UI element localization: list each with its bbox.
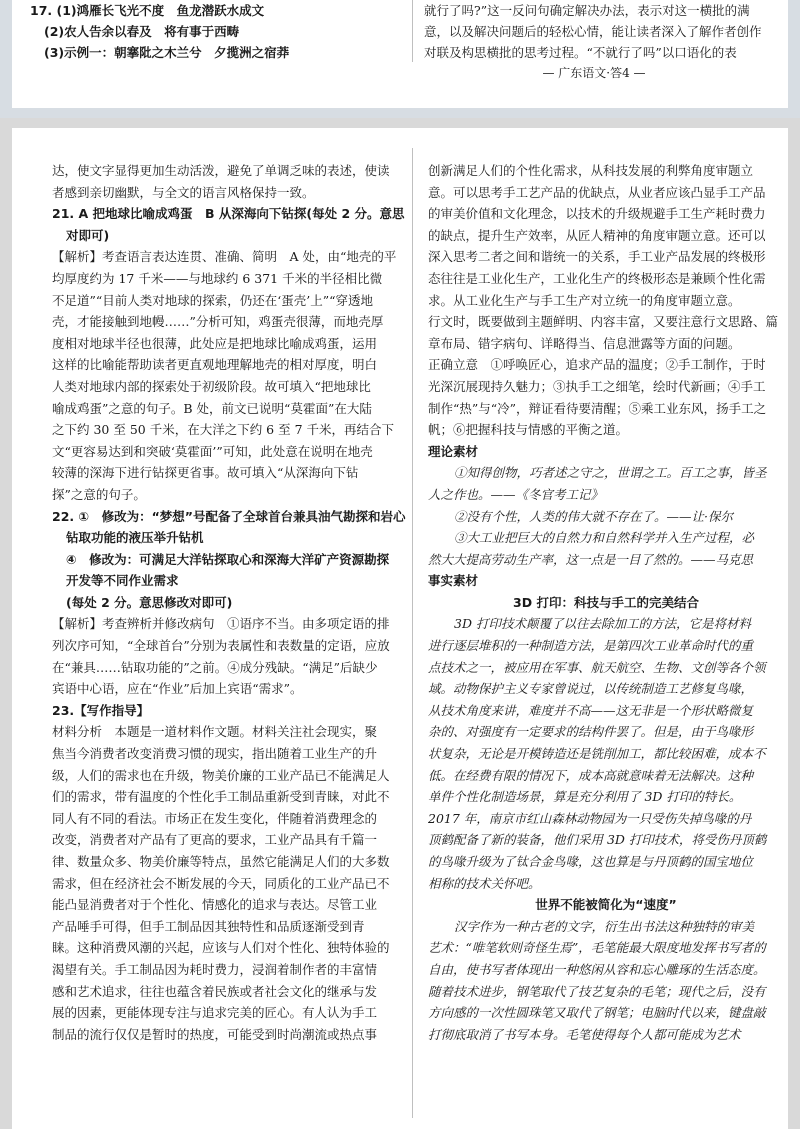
text-line: 就行了吗?”这一反问句确定解决办法，表示对这一横批的满 xyxy=(424,3,750,18)
page-footer: — 广东语文·答4 — xyxy=(542,66,646,80)
text-line: 艺术：“唯笔软则奇怪生焉”，毛笔能最大限度地发挥书写者的 xyxy=(428,940,766,956)
text-line: 均厚度约为 17 千米——与地球约 6 371 千米的半径相比微 xyxy=(52,270,383,286)
text-line: 低。在经费有限的情况下，成本高就意味着无法解决。这种 xyxy=(428,767,754,783)
text-line: 改变，消费者对产品有了更高的要求，工业产品具有千篇一 xyxy=(52,832,378,848)
text-line: 23.【写作指导】 xyxy=(52,702,150,718)
previous-page-fragment xyxy=(12,0,788,108)
text-line: 在“兼具……钻取功能的”之前。④成分残缺。“满足”后缺少 xyxy=(52,659,378,675)
text-line: 之下约 30 至 50 千米，在大洋之下约 6 至 7 千米，再结合下 xyxy=(52,422,395,438)
text-line: 方向感的一次性圆珠笔又取代了钢笔；电脑时代以来，键盘敲 xyxy=(428,1005,766,1021)
text-line: 17. (1)鸿雁长飞光不度 鱼龙潜跃水成文 xyxy=(30,3,265,18)
text-line: 这样的比喻能帮助读者更直观地理解地壳的相对厚度，明白 xyxy=(52,357,378,373)
text-line: 人之作也。——《冬官考工记》 xyxy=(428,486,604,502)
text-line: 从技术角度来讲，难度并不高——这无非是一个形状略微复 xyxy=(428,702,754,718)
text-line: 深入思考二者之间和谐统一的关系，手工业产品发展的终极形 xyxy=(428,249,766,265)
column-divider xyxy=(412,148,413,1118)
text-line: 顶鹤配备了新的装备，他们采用 3D 打印技术，将受伤丹顶鹤 xyxy=(428,832,767,848)
text-line: 世界不能被简化为“速度” xyxy=(535,897,677,913)
text-line: 不足道”“目前人类对地球的探索，仍还在‘蛋壳’上”“穿透地 xyxy=(52,292,374,308)
text-line: ②没有个性，人类的伟大就不存在了。——让·保尔 xyxy=(454,508,733,524)
text-line: 焦当今消费者改变消费习惯的现实，指出随着工业生产的升 xyxy=(52,746,378,762)
text-line: 然大大提高劳动生产率，这一点是一目了然的。——马克思 xyxy=(428,551,754,567)
text-line: 探”之意的句子。 xyxy=(52,486,146,502)
text-line: 壳，才能接触到地幔……”分析可知，鸡蛋壳很薄，而地壳厚 xyxy=(52,314,384,330)
text-line: 3D 打印：科技与手工的完美结合 xyxy=(513,594,699,610)
text-line: 点技术之一，被应用在军事、航天航空、生物、文创等各个领 xyxy=(428,659,766,675)
text-line: 域。动物保护主义专家曾说过，以传统制造工艺修复鸟喙， xyxy=(428,681,754,697)
text-line: 的审美价值和文化理念，以技术的升级规避手工生产耗时费力 xyxy=(428,206,766,222)
text-line: 2017 年，南京市红山森林动物园为一只受伤失掉鸟喙的丹 xyxy=(428,810,752,826)
text-line: 行文时，既要做到主题鲜明、内容丰富，又要注意行文思路、篇 xyxy=(428,314,779,330)
right-column xyxy=(428,160,784,1045)
text-line: 达，使文字显得更加生动活泼，避免了单调乏味的表述，使读 xyxy=(52,163,390,178)
text-line: 【解析】考查语言表达连贯、准确、简明 A 处，由“地壳的平 xyxy=(52,249,397,265)
text-line: 级，人们的需求也在升级，物美价廉的工业产品已不能满足人 xyxy=(52,767,390,783)
text-line: 自由，使书写者体现出一种悠闲从容和忘心雕琢的生活态度。 xyxy=(428,961,766,977)
text-line: ④ 修改为：可满足大洋钻探取心和深海大洋矿产资源勘探 xyxy=(66,551,390,567)
left-column xyxy=(52,160,407,1045)
text-line: 感和艺术追求，往往也蕴含着民族或者社会文化的继承与发 xyxy=(52,983,378,999)
text-line: 制品的流行仅仅是暂时的热度，可能受到时尚潮流或热点事 xyxy=(52,1026,378,1042)
text-line: 相称的技术关怀吧。 xyxy=(428,875,541,891)
text-line: 同人有不同的看法。市场正在发生变化，伴随着消费理念的 xyxy=(52,810,378,826)
text-line: (3)示例一：朝搴阰之木兰兮 夕揽洲之宿莽 xyxy=(44,45,290,60)
text-line: 宾语中心语，应在“作业”后加上宾语“需求”。 xyxy=(52,681,303,697)
text-line: ③大工业把巨大的自然力和自然科学并入生产过程，必 xyxy=(454,530,755,546)
text-line: 事实素材 xyxy=(428,573,479,589)
text-line: 能凸显消费者对于个性化、情感化的追求与表达。尽管工业 xyxy=(52,897,378,913)
text-line: 汉字作为一种古老的文字，衍生出书法这种独特的审美 xyxy=(454,918,755,934)
text-line: 态往往是工业化生产，工业化生产的终极形态是兼顾个性化需 xyxy=(428,270,766,286)
text-line: 帆；⑥把握科技与情感的平衡之道。 xyxy=(428,422,629,438)
text-line: 律、数量众多、物美价廉等特点，虽然它能满足人们的大多数 xyxy=(52,854,390,869)
text-line: 产品唾手可得，但手工制品因其独特性和品质逐渐受到青 xyxy=(52,918,365,934)
text-line: 文“更容易达到和突破‘莫霍面’”可知，此处意在说明在地壳 xyxy=(52,443,373,459)
text-line: 列次序可知，“全球首台”分别为表属性和表数量的定语，应放 xyxy=(52,638,390,654)
text-line: 光深沉展现持久魅力；③执手工之细笔，绘时代新画；④手工 xyxy=(428,378,766,394)
text-line: 者感到亲切幽默，与全文的语言风格保持一致。 xyxy=(52,184,315,200)
top-right-column xyxy=(424,0,784,63)
text-line: 睐。这种消费风潮的兴起，应该与人们对个性化、独特体验的 xyxy=(52,940,390,956)
text-line: 创新满足人们的个性化需求，从科技发展的利弊角度审题立 xyxy=(428,163,754,178)
text-line: 单件个性化制造场景，算是充分利用了 3D 打印的特长。 xyxy=(428,789,742,805)
text-line: 渴望有关。手工制品因为耗时费力，浸润着制作者的丰富情 xyxy=(52,961,378,977)
main-page xyxy=(12,128,788,1129)
text-line: 理论素材 xyxy=(428,443,479,459)
text-line: 的缺点，提升生产效率，从匠人精神的角度审题立意。还可以 xyxy=(428,227,766,243)
text-line: 人类对地球内部的探索处于初级阶段。故可填入“把地球比 xyxy=(52,378,371,394)
text-line: 杂的、对强度有一定要求的结构件罢了。但是，由于鸟喙形 xyxy=(428,724,754,740)
text-line: 打彻底取消了书写本身。毛笔使得每个人都可能成为艺术 xyxy=(428,1026,741,1042)
text-line: 进行逐层堆积的一种制造方法，是第四次工业革命时代的重 xyxy=(428,638,754,654)
text-line: 意。可以思考手工艺产品的优缺点，从业者应该凸显手工产品 xyxy=(428,184,766,200)
text-line: 展的因素，更能体现专注与追求完美的匠心。有人认为手工 xyxy=(52,1005,378,1021)
text-line: 喻成鸡蛋”之意的句子。B 处，前文已说明“莫霍面”在大陆 xyxy=(52,400,372,416)
text-line: 制作“热”与“冷”，辩证看待要清醒；⑤乘工业东风，扬手工之 xyxy=(428,400,767,416)
text-line: 正确立意 ①呼唤匠心，追求产品的温度；②手工制作，于时 xyxy=(428,357,766,373)
text-line: 【解析】考查辨析并修改病句 ①语序不当。由多项定语的排 xyxy=(52,616,390,632)
top-left-column xyxy=(30,0,400,63)
text-line: 22. ① 修改为：“梦想”号配备了全球首台兼具油气勘探和岩心 xyxy=(52,508,406,524)
text-line: 状复杂，无论是开模铸造还是铣削加工，都比较困难，成本不 xyxy=(428,746,766,762)
text-line: ①知得创物，巧者述之守之，世谓之工。百工之事，皆圣 xyxy=(454,465,767,481)
text-line: 21. A 把地球比喻成鸡蛋 B 从深海向下钻探(每处 2 分。意思 xyxy=(52,206,405,222)
text-line: 开发等不同作业需求 xyxy=(66,573,179,589)
text-line: 钻取功能的液压举升钻机 xyxy=(66,530,204,546)
text-line: 的鸟喙升级为了钛合金鸟喙，这也算是与丹顶鹤的国宝地位 xyxy=(428,854,754,869)
text-line: 3D 打印技术颠覆了以往去除加工的方法，它是将材料 xyxy=(454,616,751,632)
text-line: 意，以及解决问题后的轻松心情，能让读者深入了解作者创作 xyxy=(424,24,762,39)
text-line: 度相对地球半径也很薄，此处应是把地球比喻成鸡蛋，运用 xyxy=(52,335,378,351)
text-line: (每处 2 分。意思修改对即可) xyxy=(66,594,233,610)
text-line: 较薄的深海下进行钻探更省事。故可填入“从深海向下钻 xyxy=(52,465,359,481)
text-line: 对联及构思横批的思考过程。“不就行了吗”以口语化的表 xyxy=(424,45,737,60)
top-column-divider xyxy=(412,0,413,62)
text-line: 求。从工业化生产与手工生产对立统一的角度审题立意。 xyxy=(428,292,741,308)
text-line: 需求，但在经济社会不断发展的今天，同质化的工业产品已不 xyxy=(52,875,390,891)
text-line: 对即可) xyxy=(66,227,110,243)
text-line: (2)农人告余以春及 将有事于西畴 xyxy=(44,24,240,39)
text-line: 材料分析 本题是一道材料作文题。材料关注社会现实，聚 xyxy=(52,724,378,740)
text-line: 们的需求，带有温度的个性化手工制品重新受到青睐，对此不 xyxy=(52,789,390,805)
text-line: 随着技术进步，钢笔取代了技艺复杂的毛笔；现代之后，没有 xyxy=(428,983,766,999)
text-line: 章布局、错字病句、详略得当、信息泄露等方面的问题。 xyxy=(428,335,741,351)
